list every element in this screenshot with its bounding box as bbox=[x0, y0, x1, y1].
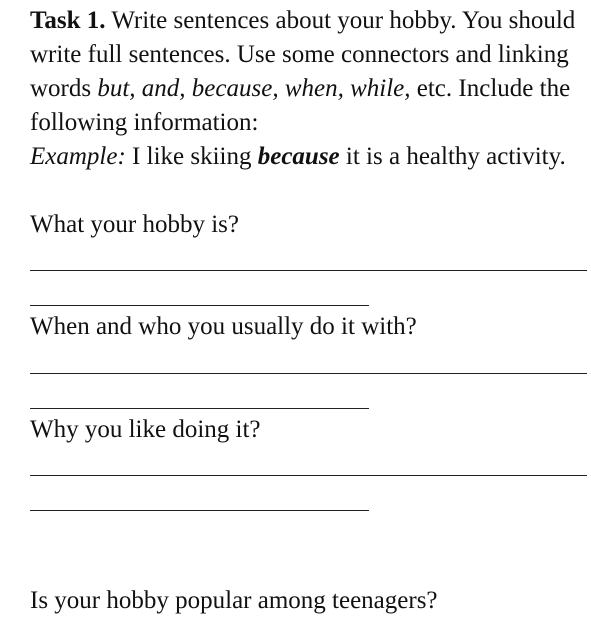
task-text-2: etc. Include the following information: bbox=[30, 75, 571, 136]
answer-line-2a[interactable] bbox=[30, 373, 587, 374]
answer-line-3a[interactable] bbox=[30, 475, 587, 476]
task-text-1: Write sentences about your hobby. You should write full sentences. Use some connectors and linking words bbox=[30, 7, 576, 102]
question-2: When and who you usually do it with? bbox=[30, 313, 417, 340]
task-label: Task 1. bbox=[30, 7, 106, 34]
connectors-list: but, and, because, when, while, bbox=[97, 75, 411, 102]
question-3: Why you like doing it? bbox=[30, 416, 261, 443]
question-1: What your hobby is? bbox=[30, 211, 239, 238]
answer-line-1a[interactable] bbox=[30, 270, 587, 271]
question-4: Is your hobby popular among teenagers? bbox=[30, 587, 438, 614]
example-label: Example: bbox=[30, 143, 126, 170]
task-instructions bbox=[30, 4, 590, 174]
answer-line-1b[interactable] bbox=[30, 305, 369, 306]
example-text-1: I like skiing bbox=[125, 143, 258, 170]
answer-line-3b[interactable] bbox=[30, 510, 369, 511]
example-keyword: because bbox=[257, 143, 340, 170]
answer-line-2b[interactable] bbox=[30, 408, 369, 409]
example-text-2: it is a healthy activity. bbox=[339, 143, 566, 170]
